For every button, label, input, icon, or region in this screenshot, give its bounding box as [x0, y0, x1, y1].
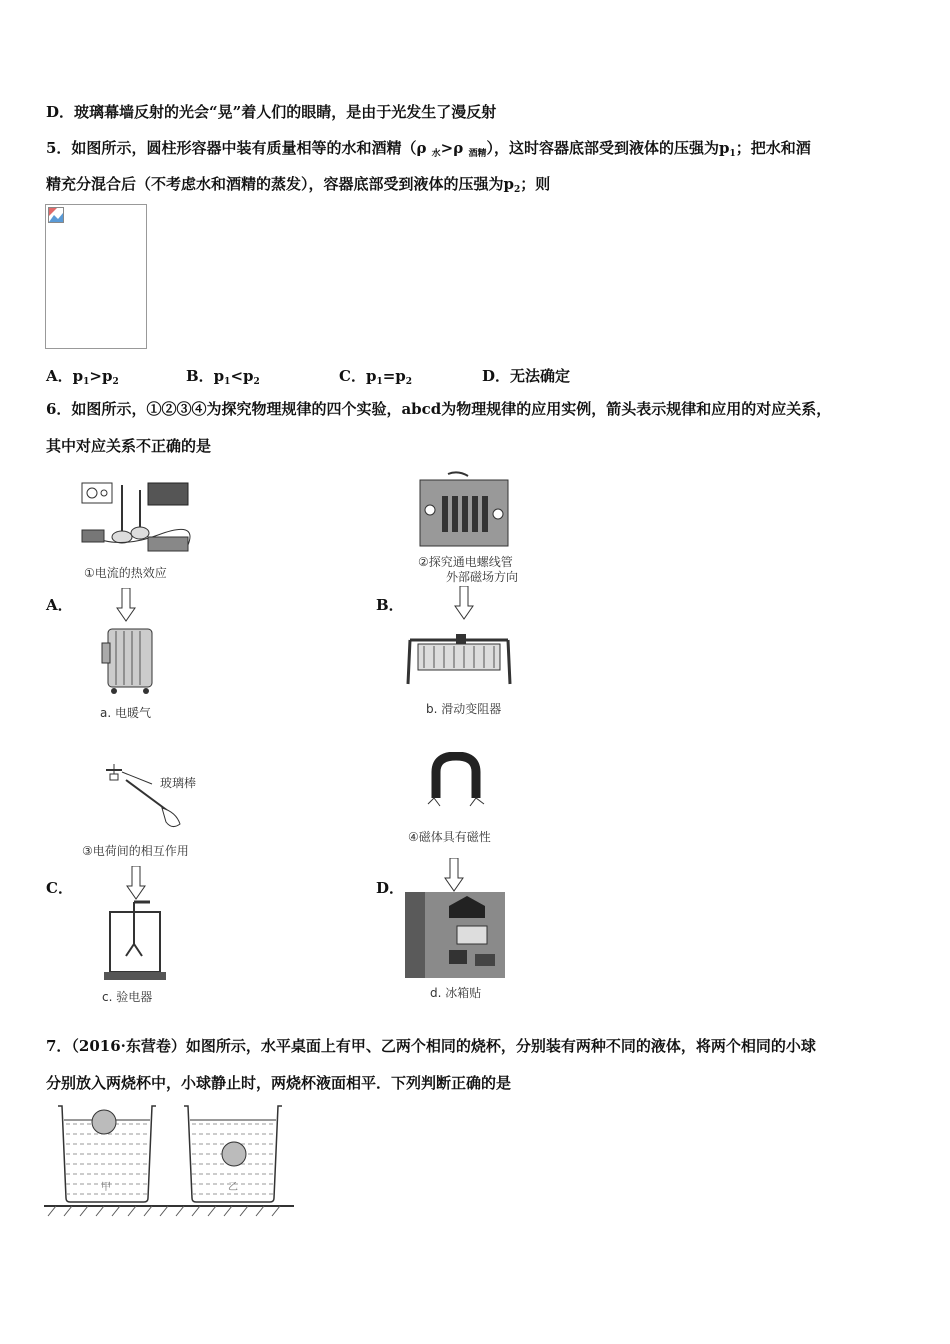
opt-text: B．p [186, 367, 225, 385]
exp3-glass-rod-tag: 玻璃棒 [160, 776, 197, 790]
exp3-charge-interaction-figure [96, 752, 186, 832]
app-b-rheostat-figure [404, 630, 514, 686]
p2-subscript: 2 [514, 185, 521, 195]
app-c-caption: c. 验电器 [102, 990, 153, 1004]
q6-option-d-label: D． [376, 879, 405, 897]
app-c-electroscope-figure [100, 898, 170, 984]
q7-beakers-figure [44, 1102, 296, 1222]
opt-sub: 1 [83, 377, 90, 387]
exp1-heat-effect-figure [78, 475, 198, 565]
opt-sub: 2 [405, 377, 413, 387]
q6-stem-line2: 其中对应关系不正确的是 [46, 437, 212, 455]
exp2-solenoid-figure [418, 470, 510, 550]
q5-option-d: D．无法确定 [482, 367, 571, 385]
q7-stem-line2: 分别放入两烧杯中，小球静止时，两烧杯液面相平．下列判断正确的是 [46, 1074, 512, 1092]
q5-option-a [46, 366, 119, 392]
opt-sub: 1 [224, 377, 231, 387]
exp2-caption-line2: 外部磁场方向 [446, 570, 519, 584]
exp4-caption: ④磁体具有磁性 [408, 830, 491, 844]
app-d-fridge-magnet-figure [405, 892, 505, 978]
p1-subscript: 1 [729, 149, 736, 159]
arrow-down-icon [444, 858, 464, 892]
beaker-1-label: 甲 [101, 1182, 111, 1193]
q5-option-b [186, 366, 260, 392]
q5-text: ；则 [520, 175, 551, 193]
opt-text: >p [89, 367, 113, 385]
exp3-caption: ③电荷间的相互作用 [82, 844, 189, 858]
q5-text: 5．如图所示，圆柱形容器中装有质量相等的水和酒精（ρ [46, 139, 432, 157]
broken-image-icon [48, 207, 64, 223]
app-b-caption: b. 滑动变阻器 [426, 702, 502, 716]
app-a-electric-heater-figure [100, 625, 160, 697]
rho-alcohol-subscript: 酒精 [468, 149, 487, 159]
opt-text: <p [230, 367, 254, 385]
opt-text: A．p [46, 367, 84, 385]
q6-option-a-label: A． [46, 596, 73, 614]
q6-option-c-label: C． [46, 879, 73, 897]
q5-figure-placeholder [45, 204, 147, 349]
q5-text: >ρ [440, 139, 469, 157]
q5-text: ；把水和酒 [735, 139, 811, 157]
q4-option-d: D．玻璃幕墙反射的光会“晃”着人们的眼睛，是由于光发生了漫反射 [46, 103, 497, 121]
app-d-caption: d. 冰箱贴 [430, 986, 482, 1000]
exp4-horseshoe-magnet-figure [422, 752, 492, 812]
exp1-caption: ①电流的热效应 [84, 566, 167, 580]
rho-water-subscript: 水 [431, 149, 441, 159]
opt-text: =p [382, 367, 406, 385]
exp2-caption-line1: ②探究通电螺线管 [418, 555, 513, 569]
q5-text: 精充分混合后（不考虑水和酒精的蒸发），容器底部受到液体的压强为p [46, 175, 514, 193]
opt-sub: 2 [112, 377, 119, 387]
q7-stem-line1: 7．（2016·东营卷）如图所示，水平桌面上有甲、乙两个相同的烧杯，分别装有两种不同的液体，将两个相同的小球 [46, 1037, 816, 1055]
arrow-down-icon [126, 866, 146, 900]
opt-sub: 1 [376, 377, 383, 387]
q5-text: ），这时容器底部受到液体的压强为p [486, 139, 730, 157]
arrow-down-icon [454, 586, 474, 620]
q5-option-c [339, 366, 412, 392]
q6-stem-line1: 6．如图所示，①②③④为探究物理规律的四个实验，abcd为物理规律的应用实例，箭头表示规律和应用的对应关系， [46, 400, 832, 418]
arrow-down-icon [116, 588, 136, 622]
opt-sub: 2 [253, 377, 260, 387]
q5-stem-line2 [46, 174, 550, 200]
app-a-caption: a. 电暖气 [100, 706, 151, 720]
beaker-2-label: 乙 [228, 1182, 238, 1193]
q6-option-b-label: B． [376, 596, 404, 614]
q5-stem-line1 [46, 138, 811, 164]
opt-text: C．p [339, 367, 377, 385]
